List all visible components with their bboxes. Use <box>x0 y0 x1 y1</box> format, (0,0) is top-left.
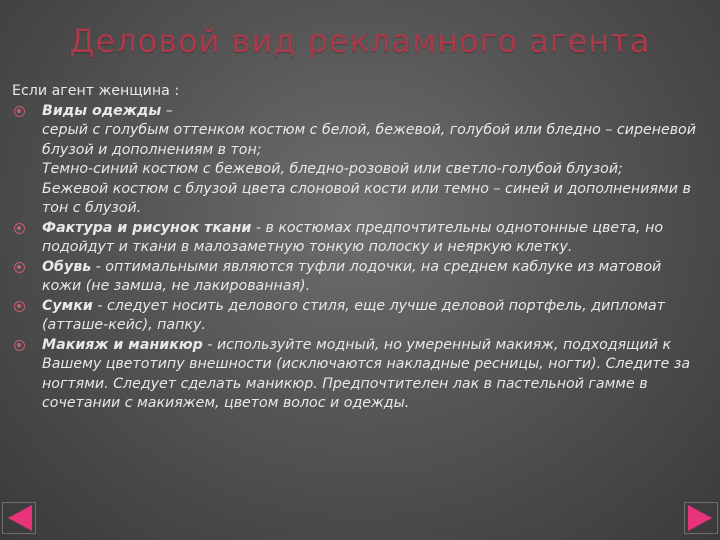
slide-content <box>12 82 702 414</box>
list-item-makeup <box>12 336 702 414</box>
item-text: - используйте модный, но умеренный макияж, подходящий к Вашему цветотипу внешности (исключаются накладные ресницы, ногти). Следите за ногтями. Следует сделать маникюр. Предпочтителен лак в пастельной гамме в сочетании с макияжем, цветом волос и одежды. <box>42 336 691 411</box>
sub-line: Бежевой костюм с блузой цвета слоновой кости или темно – синей и дополнениями в тон с блузой. <box>42 180 691 216</box>
triangle-left-icon <box>8 505 32 531</box>
intro-line: Если агент женщина : <box>12 83 180 99</box>
list-item-shoes <box>12 258 702 297</box>
item-heading: Виды одежды <box>42 102 162 119</box>
item-text: - следует носить делового стиля, еще лучше деловой портфель, дипломат (атташе-кейс), папку. <box>42 297 665 333</box>
next-slide-button[interactable] <box>684 502 718 534</box>
slide-title: Деловой вид рекламного агента <box>69 22 651 60</box>
bullet-icon <box>14 340 25 351</box>
list-item-bags <box>12 297 702 336</box>
item-heading: Сумки <box>42 297 93 314</box>
item-text: - оптимальными являются туфли лодочки, на среднем каблуке из матовой кожи (не замша, не лакированная). <box>42 258 662 294</box>
item-text: - в костюмах предпочтительны однотонные цвета, но подойдут и ткани в малозаметную тонкую полоску и неяркую клетку. <box>42 219 664 255</box>
bullet-icon <box>14 262 25 273</box>
triangle-right-icon <box>688 505 712 531</box>
prev-slide-button[interactable] <box>2 502 36 534</box>
bullet-icon <box>14 301 25 312</box>
bullet-icon <box>14 106 25 117</box>
item-heading: Макияж и маникюр <box>42 336 203 353</box>
item-heading: Фактура и рисунок ткани <box>42 219 252 236</box>
item-text: – <box>161 102 173 119</box>
list-item-clothing <box>12 102 702 219</box>
list-item-fabric <box>12 219 702 258</box>
item-heading: Обувь <box>42 258 92 275</box>
sub-line: серый с голубым оттенком костюм с белой, бежевой, голубой или бледно – сиреневой блузой и дополнениям в тон; <box>42 122 696 158</box>
sub-line: Темно-синий костюм с бежевой, бледно-розовой или светло-голубой блузой; <box>42 161 623 177</box>
bullet-icon <box>14 223 25 234</box>
